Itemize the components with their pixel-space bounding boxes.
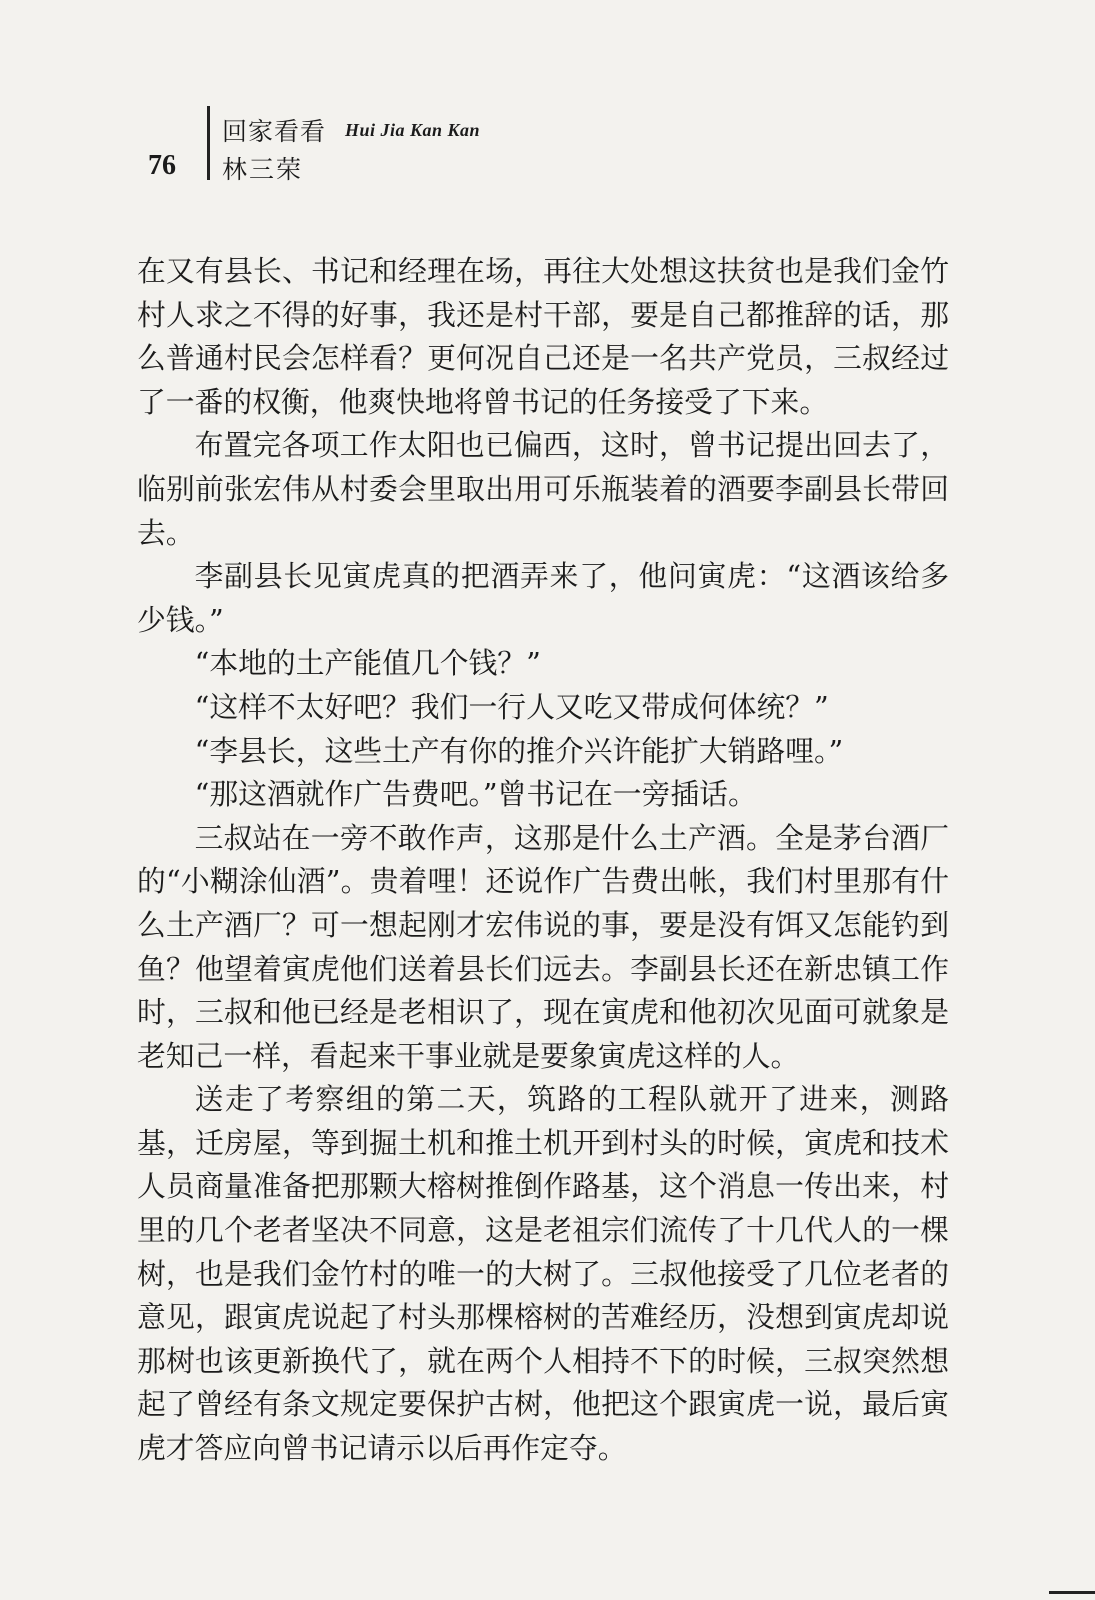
paragraph: 送走了考察组的第二天，筑路的工程队就开了进来，测路基，迁房屋，等到掘土机和推土机开到村头的时候，寅虎和技术人员商量准备把那颗大榕树推倒作路基，这个消息一传出来，村里的几个老者坚决不同意，这是老祖宗们流传了十几代人的一棵树，也是我们金竹村的唯一的大树了。三叔他接受了几位老者的意见，跟寅虎说起了村头那棵榕树的苦难经历，没想到寅虎却说那树也该更新换代了，就在两个人相持不下的时候，三叔突然想起了曾经有条文规定要保护古树，他把这个跟寅虎一说，最后寅虎才答应向曾书记请示以后再作定夺。 bbox=[137, 1082, 949, 1466]
paragraph: “这样不太好吧？我们一行人又吃又带成何体统？” bbox=[194, 689, 829, 724]
paragraph: 在又有县长、书记和经理在场，再往大处想这扶贫也是我们金竹村人求之不得的好事，我还是村干部，要是自己都推辞的话，那么普通村民会怎样看？更何况自己还是一名共产党员，三叔经过了一番的权衡，他爽快地将曾书记的任务接受了下来。 bbox=[137, 254, 949, 419]
running-title: 回家看看 bbox=[222, 117, 327, 146]
paragraph: “李县长，这些土产有你的推介兴许能扩大销路哩。” bbox=[194, 733, 844, 768]
paragraph: 李副县长见寅虎真的把酒弄来了，他问寅虎：“这酒该给多少钱。” bbox=[137, 559, 949, 637]
paragraph: “本地的土产能值几个钱？” bbox=[194, 646, 541, 681]
page-header bbox=[0, 0, 1095, 200]
running-author: 林三荣 bbox=[222, 155, 304, 184]
running-title-pinyin: Hui Jia Kan Kan bbox=[345, 120, 481, 140]
body-text bbox=[137, 250, 949, 1471]
paragraph: 布置完各项工作太阳也已偏西，这时，曾书记提出回去了，临别前张宏伟从村委会里取出用可乐瓶装着的酒要李副县长带回去。 bbox=[137, 428, 949, 550]
page-number: 76 bbox=[148, 150, 176, 181]
header-divider bbox=[207, 106, 210, 180]
paragraph: 三叔站在一旁不敢作声，这那是什么土产酒。全是茅台酒厂的“小糊涂仙酒”。贵着哩！还说作广告费出帐，我们村里那有什么土产酒厂？可一想起刚才宏伟说的事，要是没有饵又怎能钓到鱼？他望着寅虎他们送着县长们远去。李副县长还在新忠镇工作时，三叔和他已经是老相识了，现在寅虎和他初次见面可就象是老知己一样，看起来干事业就是要象寅虎这样的人。 bbox=[137, 820, 949, 1073]
paragraph: “那这酒就作广告费吧。”曾书记在一旁插话。 bbox=[194, 777, 757, 812]
scan-edge-mark bbox=[1049, 1591, 1095, 1594]
